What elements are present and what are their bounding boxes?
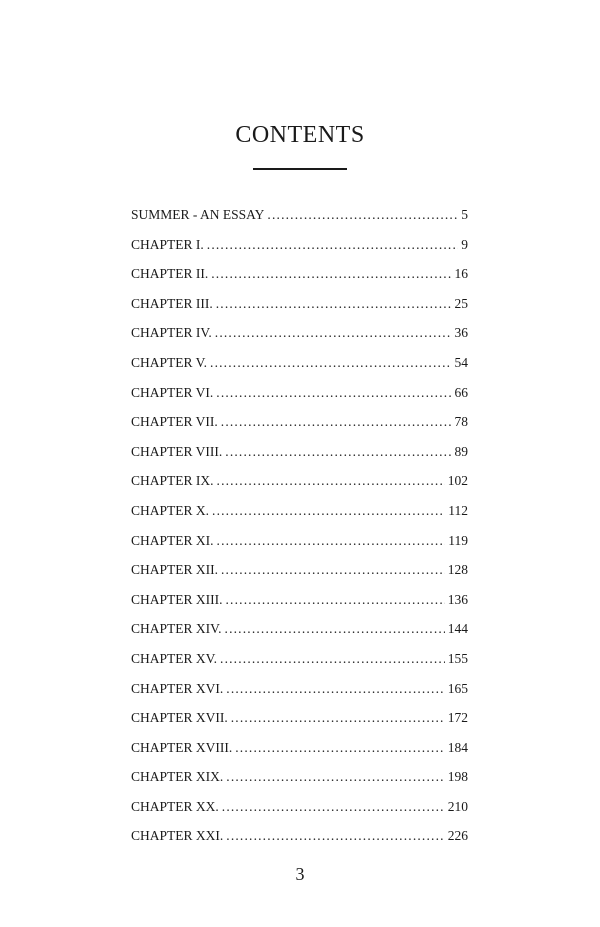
- toc-entry-page: 136: [447, 591, 468, 607]
- dot-leader: [207, 234, 458, 256]
- page-title: CONTENTS: [235, 122, 365, 148]
- toc-entry-label: CHAPTER VI.: [131, 384, 214, 400]
- dot-leader: [212, 500, 445, 522]
- dot-leader: [220, 648, 445, 670]
- toc-entry: [131, 766, 468, 796]
- toc-entry: [131, 707, 468, 737]
- dot-leader: [211, 263, 451, 285]
- toc-entry-label: CHAPTER XIX.: [131, 769, 224, 785]
- toc-entry: [131, 470, 468, 500]
- table-of-contents: [131, 204, 468, 855]
- toc-entry-label: CHAPTER VII.: [131, 414, 218, 430]
- dot-leader: [221, 559, 445, 581]
- toc-entry: [131, 648, 468, 678]
- toc-entry-label: CHAPTER XIII.: [131, 591, 223, 607]
- toc-entry-page: 198: [447, 769, 468, 785]
- dot-leader: [225, 618, 445, 640]
- toc-entry-page: 66: [454, 384, 468, 400]
- toc-entry: [131, 618, 468, 648]
- toc-entry-page: 112: [448, 502, 468, 518]
- toc-entry-page: 210: [447, 798, 468, 814]
- toc-entry-label: CHAPTER XX.: [131, 798, 219, 814]
- toc-entry: [131, 559, 468, 589]
- toc-entry: [131, 204, 468, 234]
- toc-entry-page: 89: [454, 443, 468, 459]
- toc-entry-label: CHAPTER XVI.: [131, 680, 224, 696]
- dot-leader: [222, 796, 445, 818]
- toc-entry-label: CHAPTER XVII.: [131, 710, 228, 726]
- dot-leader: [226, 589, 445, 611]
- toc-entry: [131, 234, 468, 264]
- dot-leader: [226, 766, 444, 788]
- title-divider: [253, 168, 347, 170]
- toc-entry: [131, 382, 468, 412]
- dot-leader: [226, 678, 444, 700]
- dot-leader: [267, 204, 458, 226]
- toc-entry-page: 54: [454, 354, 468, 370]
- toc-entry: [131, 293, 468, 323]
- toc-entry: [131, 796, 468, 826]
- toc-entry-label: CHAPTER XIV.: [131, 621, 222, 637]
- toc-entry-page: 25: [454, 295, 468, 311]
- toc-entry-page: 5: [461, 207, 468, 222]
- toc-entry-page: 36: [454, 325, 468, 341]
- dot-leader: [217, 470, 445, 492]
- toc-entry-label: CHAPTER XII.: [131, 562, 218, 578]
- toc-entry: [131, 825, 468, 855]
- toc-entry-page: 78: [454, 414, 468, 430]
- toc-entry-page: 119: [448, 532, 468, 548]
- toc-entry-page: 128: [447, 562, 468, 578]
- toc-entry: [131, 263, 468, 293]
- toc-entry-label: CHAPTER IX.: [131, 473, 214, 489]
- dot-leader: [221, 411, 452, 433]
- toc-entry-page: 16: [454, 266, 468, 282]
- toc-entry-page: 165: [447, 680, 468, 696]
- dot-leader: [226, 825, 444, 847]
- dot-leader: [231, 707, 445, 729]
- dot-leader: [225, 441, 451, 463]
- toc-entry-label: CHAPTER XI.: [131, 532, 214, 548]
- dot-leader: [215, 322, 452, 344]
- toc-entry-label: CHAPTER IV.: [131, 325, 212, 341]
- dot-leader: [217, 530, 446, 552]
- toc-entry: [131, 530, 468, 560]
- toc-entry-page: 144: [447, 621, 468, 637]
- toc-entry-page: 155: [447, 650, 468, 666]
- toc-entry-label: CHAPTER VIII.: [131, 443, 223, 459]
- toc-entry: [131, 441, 468, 471]
- toc-entry: [131, 678, 468, 708]
- toc-entry-page: 184: [447, 739, 468, 755]
- toc-entry: [131, 589, 468, 619]
- toc-entry-page: 226: [447, 828, 468, 844]
- toc-entry: [131, 322, 468, 352]
- toc-entry-label: CHAPTER V.: [131, 354, 208, 370]
- dot-leader: [210, 352, 451, 374]
- page-number: 3: [295, 864, 305, 884]
- toc-entry-label: CHAPTER X.: [131, 502, 210, 518]
- toc-entry-label: CHAPTER II.: [131, 266, 209, 282]
- toc-entry-label: CHAPTER XVIII.: [131, 739, 233, 755]
- toc-entry-label: SUMMER - AN ESSAY: [131, 207, 265, 222]
- toc-entry-label: CHAPTER III.: [131, 295, 213, 311]
- toc-entry: [131, 737, 468, 767]
- toc-entry-page: 172: [447, 710, 468, 726]
- toc-entry-label: CHAPTER I.: [131, 236, 204, 252]
- dot-leader: [216, 293, 452, 315]
- toc-entry-label: CHAPTER XV.: [131, 650, 218, 666]
- dot-leader: [235, 737, 445, 759]
- toc-entry: [131, 500, 468, 530]
- toc-entry: [131, 352, 468, 382]
- dot-leader: [216, 382, 451, 404]
- toc-entry-label: CHAPTER XXI.: [131, 828, 224, 844]
- toc-entry: [131, 411, 468, 441]
- toc-entry-page: 9: [461, 236, 468, 252]
- toc-entry-page: 102: [447, 473, 468, 489]
